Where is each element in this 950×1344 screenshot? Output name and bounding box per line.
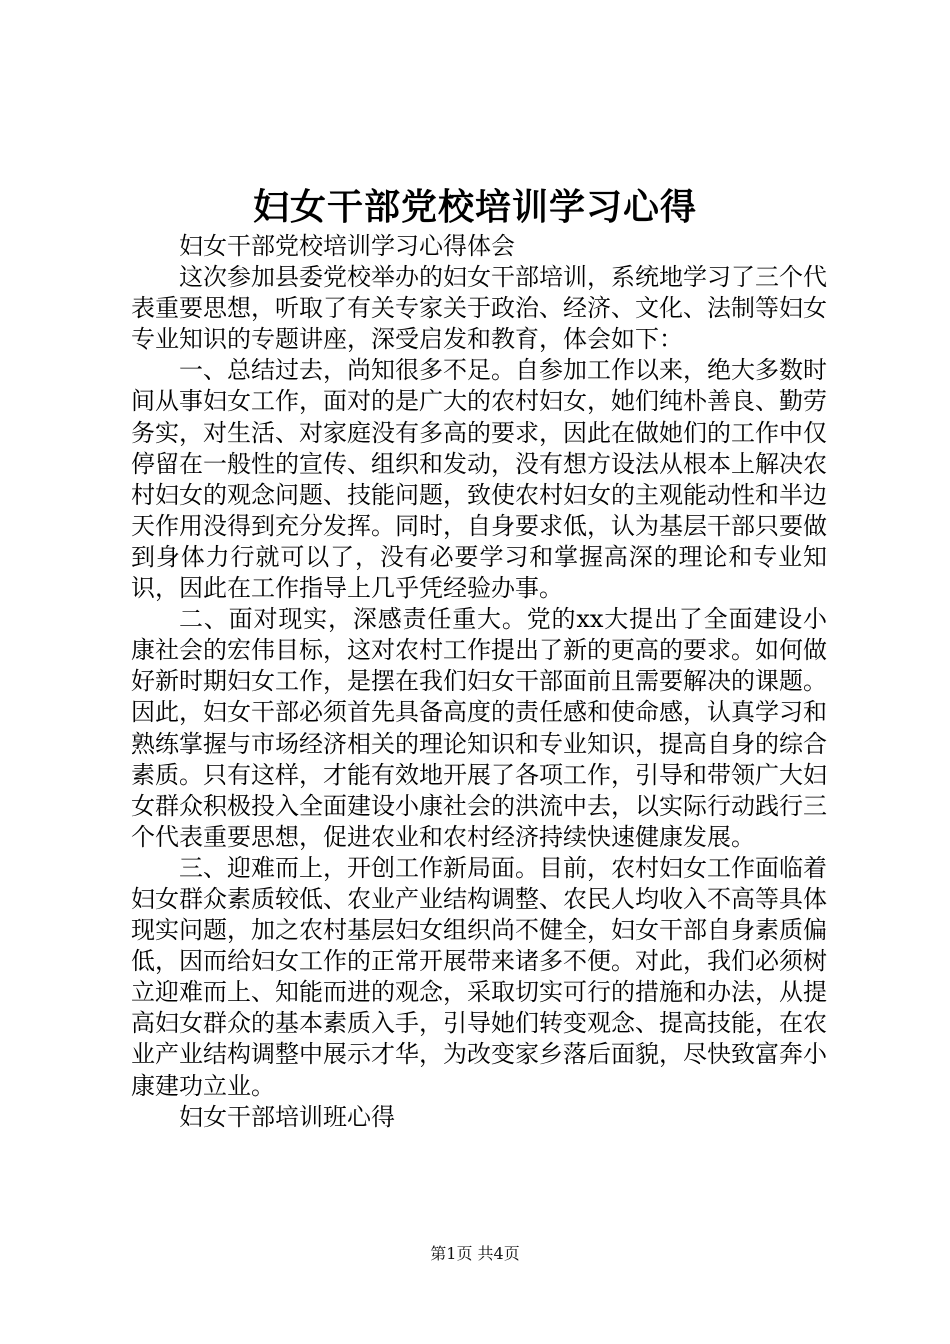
page-footer: 第1页 共4页 <box>430 1244 520 1263</box>
paragraph-intro: 这次参加县委党校举办的妇女干部培训，系统地学习了三个代表重要思想，听取了有关专家关于政治、经济、文化、法制等妇女专业知识的专题讲座，深受启发和教育，体会如下： <box>131 263 827 354</box>
document-body <box>131 231 827 1133</box>
paragraph-section-2: 二、面对现实，深感责任重大。党的xx大提出了全面建设小康社会的宏伟目标，这对农村工作提出了新的更高的要求。如何做好新时期妇女工作，是摆在我们妇女干部面前且需要解决的课题。因此，妇女干部必须首先具备高度的责任感和使命感，认真学习和熟练掌握与市场经济相关的理论知识和专业知识，提高自身的综合素质。只有这样，才能有效地开展了各项工作，引导和带领广大妇女群众积极投入全面建设小康社会的洪流中去，以实际行动践行三个代表重要思想，促进农业和农村经济持续快速健康发展。 <box>131 605 827 851</box>
document-title: 妇女干部党校培训学习心得 <box>252 186 697 228</box>
paragraph-subtitle: 妇女干部党校培训学习心得体会 <box>179 232 515 260</box>
paragraph-section-1: 一、总结过去，尚知很多不足。自参加工作以来，绝大多数时间从事妇女工作，面对的是广大的农村妇女，她们纯朴善良、勤劳务实，对生活、对家庭没有多高的要求，因此在做她们的工作中仅停留在一般性的宣传、组织和发动，没有想方设法从根本上解决农村妇女的观念问题、技能问题，致使农村妇女的主观能动性和半边天作用没得到充分发挥。同时，自身要求低，认为基层干部只要做到身体力行就可以了，没有必要学习和掌握高深的理论和专业知识，因此在工作指导上几乎凭经验办事。 <box>131 356 827 603</box>
paragraph-section-3: 三、迎难而上，开创工作新局面。目前，农村妇女工作面临着妇女群众素质较低、农业产业结构调整、农民人均收入不高等具体现实问题，加之农村基层妇女组织尚不健全，妇女干部自身素质偏低，因而给妇女工作的正常开展带来诸多不便。对此，我们必须树立迎难而上、知能而进的观念，采取切实可行的措施和办法，从提高妇女群众的基本素质入手，引导她们转变观念、提高技能，在农业产业结构调整中展示才华，为改变家乡落后面貌，尽快致富奔小康建功立业。 <box>131 853 827 1100</box>
paragraph-next-heading: 妇女干部培训班心得 <box>179 1102 395 1131</box>
